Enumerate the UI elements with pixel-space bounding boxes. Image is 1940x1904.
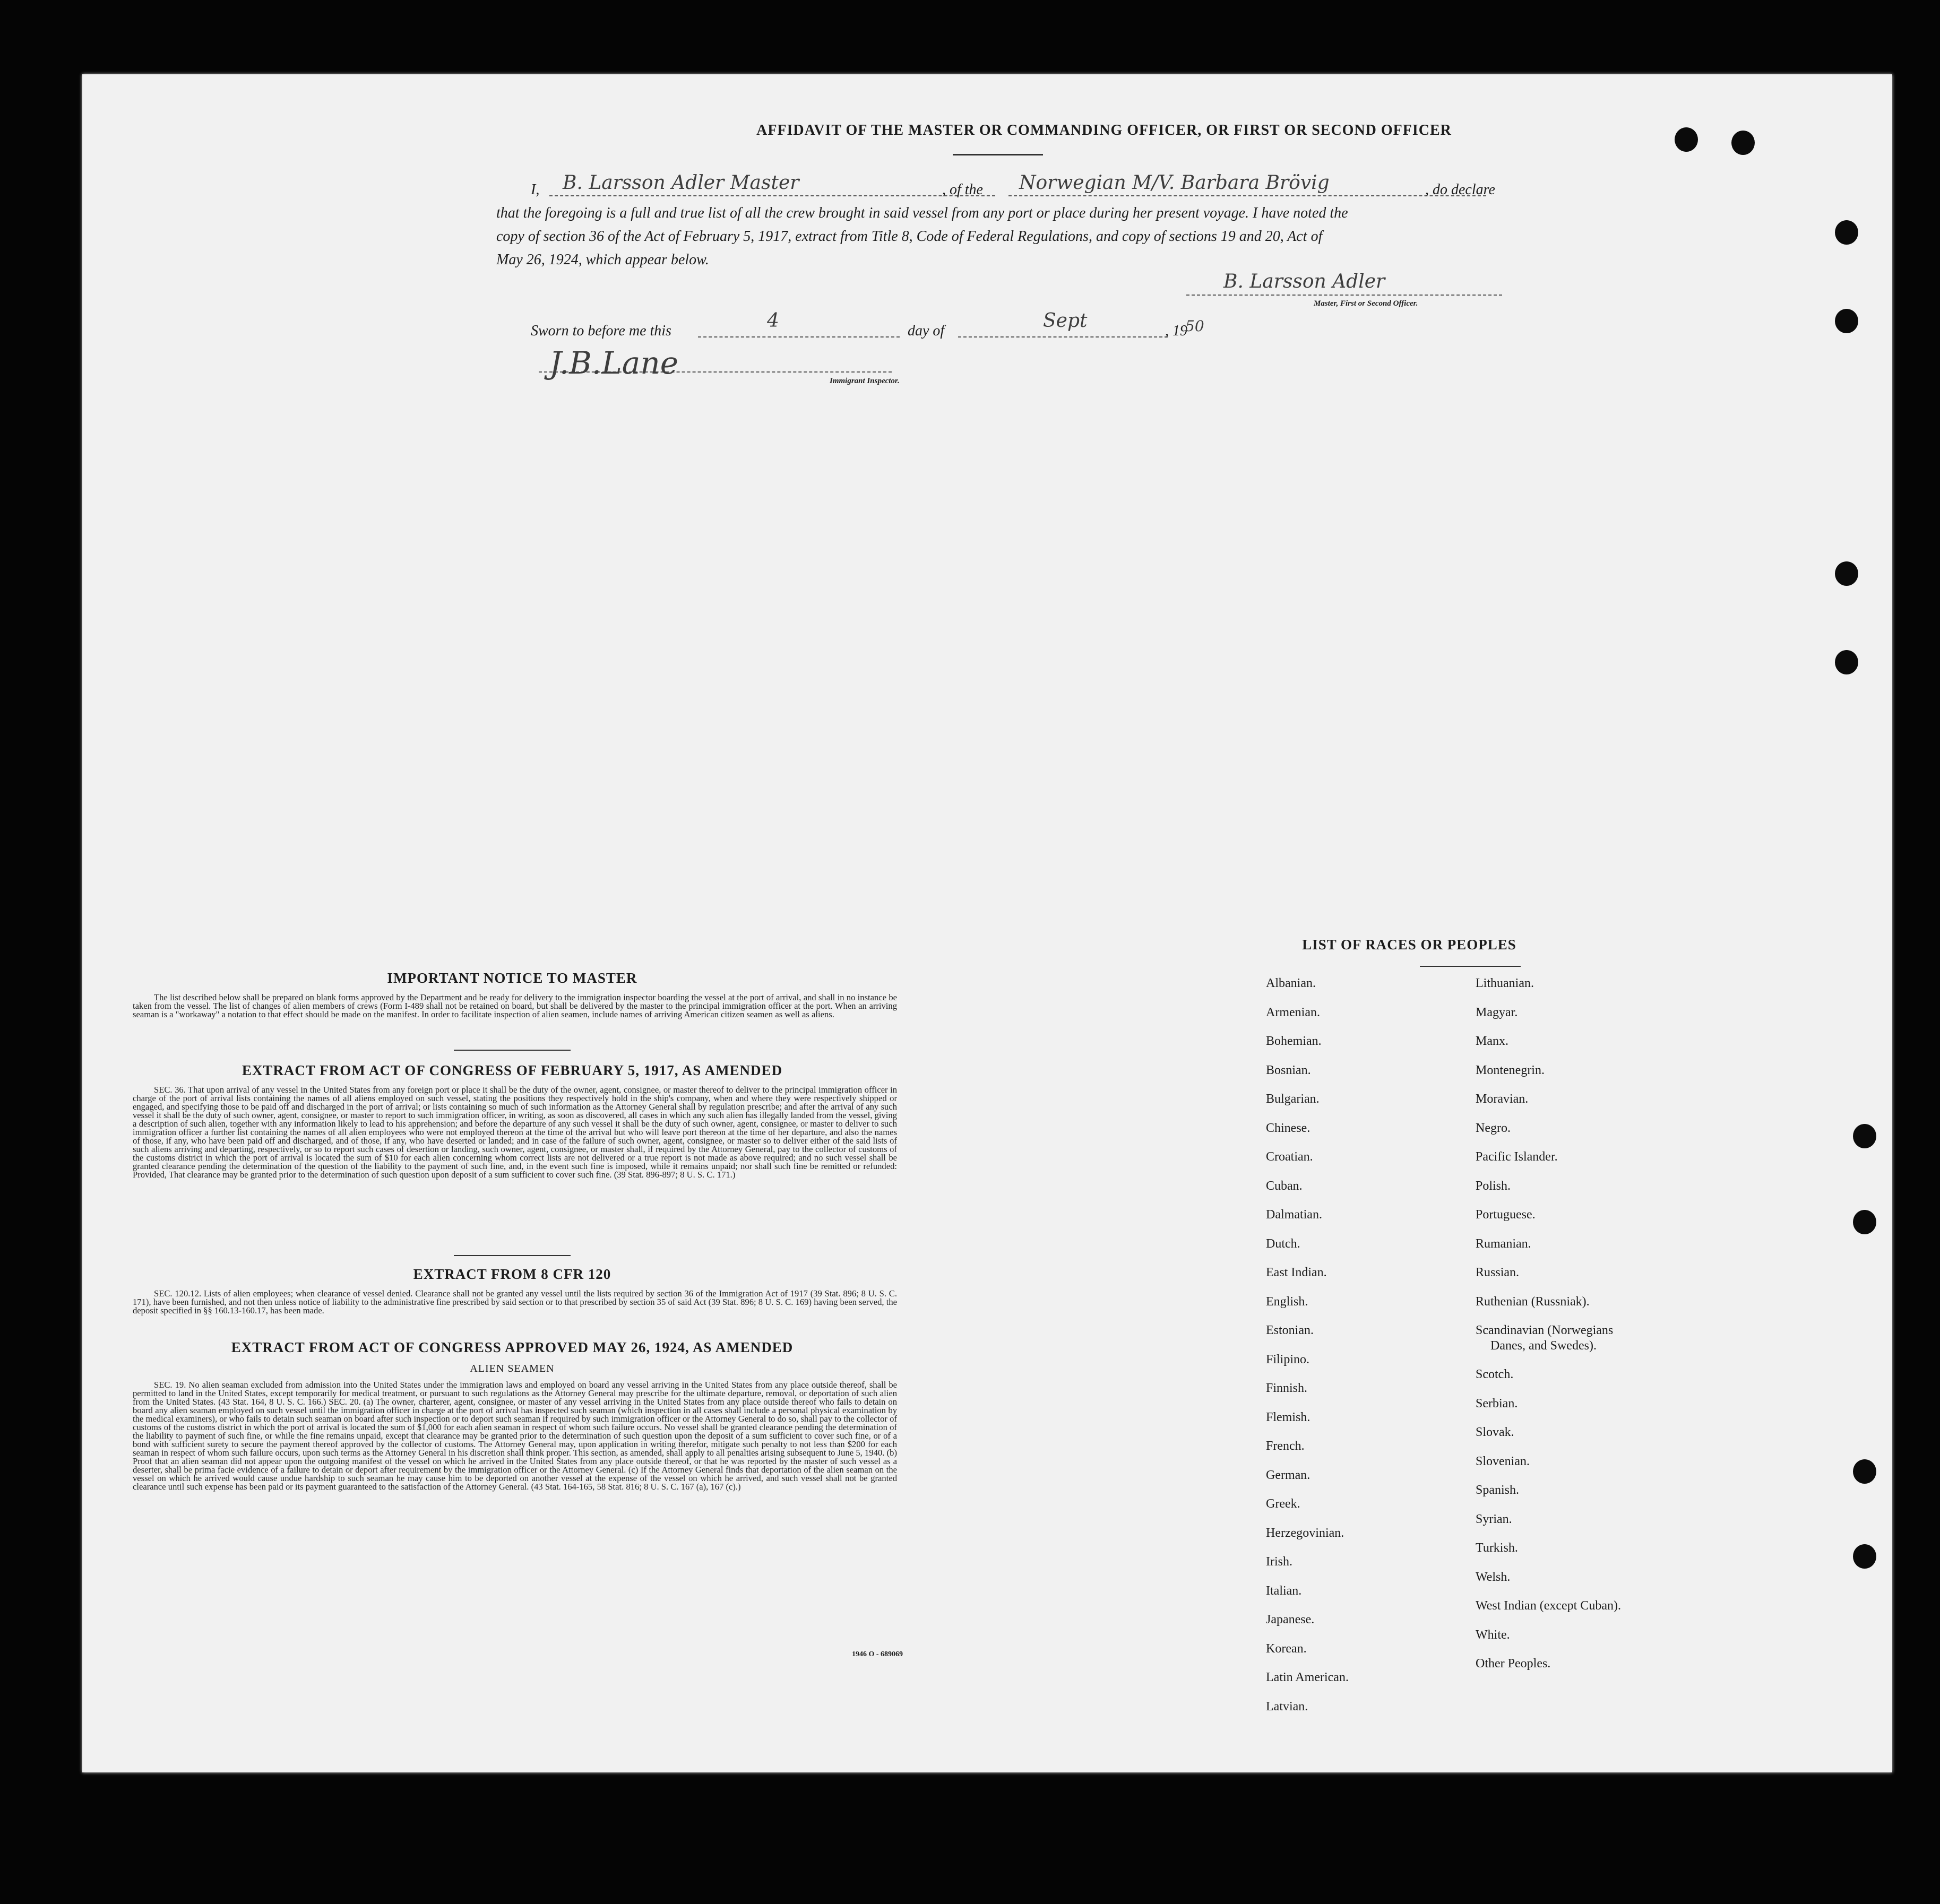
race-item: Herzegovinian. [1266, 1526, 1344, 1540]
race-item: Turkish. [1476, 1541, 1518, 1555]
notice-heading: IMPORTANT NOTICE TO MASTER [387, 970, 637, 986]
race-item: Latvian. [1266, 1699, 1308, 1713]
race-item: Danes, and Swedes). [1490, 1338, 1597, 1353]
punch-hole [1853, 1544, 1876, 1569]
race-item: Armenian. [1266, 1005, 1320, 1019]
declarant-label: I, [531, 181, 540, 198]
race-item: Rumanian. [1476, 1236, 1531, 1251]
declare-label: , do declare [1425, 181, 1495, 198]
race-item: Irish. [1266, 1555, 1292, 1569]
vessel-name-handwriting: Norwegian M/V. Barbara Brövig [1019, 172, 1330, 194]
race-item: Albanian. [1266, 976, 1316, 990]
race-item: German. [1266, 1468, 1310, 1482]
inspector-caption: Immigrant Inspector. [830, 377, 900, 385]
sworn-day-handwriting: 4 [767, 310, 779, 332]
punch-hole [1853, 1210, 1876, 1234]
master-name-handwriting: B. Larsson Adler Master [563, 172, 799, 194]
race-item: Syrian. [1476, 1512, 1512, 1526]
race-item: Bulgarian. [1266, 1092, 1320, 1106]
race-item: Other Peoples. [1476, 1657, 1551, 1671]
master-signature-line [1186, 295, 1502, 296]
race-item: Portuguese. [1476, 1208, 1536, 1222]
punch-hole [1853, 1459, 1876, 1484]
race-item: Slovenian. [1476, 1454, 1530, 1468]
race-item: Pacific Islander. [1476, 1150, 1558, 1164]
race-item: Estonian. [1266, 1323, 1314, 1337]
section-rule [454, 1050, 571, 1051]
race-item: Cuban. [1266, 1179, 1303, 1193]
race-item: Slovak. [1476, 1425, 1514, 1439]
punch-hole [1731, 131, 1755, 155]
race-item: Italian. [1266, 1583, 1302, 1598]
print-code: 1946 O - 689069 [852, 1650, 903, 1658]
notice-text: The list described below shall be prepared on blank forms approved by the Department and be ready for delivery to the immigration inspector boarding the vessel at the port of arrival, and shall in no instance be taken from the vessel. The list of changes of alien members of crews (Form I-489 shall not be retained on board, but shall be delivered by the master to the principal immigration officer at the port. When an arriving seaman is a "workaway" a notation to that effect should be made on the manifest. In order to facilitate inspection of alien seamen, include names of arriving American citizen seamen as well as aliens. [133, 992, 897, 1019]
race-item: East Indian. [1266, 1266, 1327, 1279]
race-item: Russian. [1476, 1266, 1520, 1279]
section-rule [454, 1255, 571, 1256]
affidavit-title: AFFIDAVIT OF THE MASTER OR COMMANDING OFFICER, OR FIRST OR SECOND OFFICER [756, 122, 1452, 139]
race-item: English. [1266, 1294, 1308, 1309]
day-of-label: day of [908, 323, 945, 339]
sworn-label: Sworn to before me this [531, 323, 671, 339]
master-signature: B. Larsson Adler [1223, 271, 1385, 292]
race-item: Lithuanian. [1476, 976, 1534, 990]
race-item: Chinese. [1266, 1121, 1310, 1135]
master-name-field [549, 195, 995, 196]
race-item: Magyar. [1476, 1005, 1518, 1019]
race-item: Korean. [1266, 1641, 1307, 1656]
race-item: Negro. [1476, 1121, 1511, 1135]
races-heading: LIST OF RACES OR PEOPLES [1302, 937, 1516, 953]
affidavit-body-line-1: that the foregoing is a full and true list of all the crew brought in said vessel from any port or place during her present voyage. I have noted the [496, 205, 1348, 221]
race-item: Dutch. [1266, 1236, 1300, 1251]
race-item: Croatian. [1266, 1150, 1313, 1164]
affidavit-body-line-3: May 26, 1924, which appear below. [496, 252, 709, 268]
punch-hole [1835, 650, 1858, 674]
punch-hole [1835, 220, 1858, 245]
sworn-year-handwriting: 50 [1185, 317, 1204, 335]
affidavit-body-line-2: copy of section 36 of the Act of February 5, 1917, extract from Title 8, Code of Federal Regulations, and copy of sections 19 and 20, Act of [496, 228, 1323, 245]
title-rule [953, 154, 1043, 155]
sworn-day-field [698, 336, 900, 337]
race-item: Serbian. [1476, 1396, 1518, 1410]
punch-hole [1835, 561, 1858, 586]
of-the-label: , of the [942, 181, 983, 198]
year-prefix: , 19 [1165, 323, 1187, 339]
inspector-signature: J.B.Lane [549, 345, 679, 381]
punch-hole [1675, 127, 1698, 152]
race-item: Manx. [1476, 1034, 1508, 1048]
race-item: Scotch. [1476, 1368, 1514, 1381]
race-item: French. [1266, 1439, 1305, 1453]
extract-1924-heading: EXTRACT FROM ACT OF CONGRESS APPROVED MAY 26, 1924, AS AMENDED [231, 1339, 794, 1355]
sworn-month-handwriting: Sept [1043, 310, 1088, 332]
race-item: Welsh. [1476, 1570, 1511, 1584]
document-page [82, 74, 1892, 1772]
race-item: Bohemian. [1266, 1034, 1322, 1048]
extract-1924-text: SEC. 19. No alien seaman excluded from admission into the United States under the immigration laws and employed on board any vessel arriving in the United States from any place outside thereof, shall be permitted to land in the United States, except temporarily for medical treatment, or pursuant to such regulations as the Attorney General may prescribe for the ultimate departure, removal, or deportation of such alien from the United States. (43 Stat. 164, 8 U. S. C. 166.) SEC. 20. (a) The owner, charterer, agent, consignee, or master of any vessel arriving in the United States from any place outside thereof who fails to detain on board any alien seaman employed on such vessel until the immigration officer in charge at the port of arrival has inspected such seaman (which inspection in all cases shall include a personal physical examination by the medical examiners), or who fails to detain such seaman on board after such inspection or to deport such seaman if required by such immigration officer or the Attorney General to do so, shall pay to the collector of customs of the customs district in which the port of arrival is located the sum of $1,000 for each alien seaman in respect of whom such failure occurs. No vessel shall be granted clearance pending the determination of the liability to payment of such fine, or while the fine remains unpaid, except that clearance may be granted prior to the determination of such question upon the deposit of a sum sufficient to cover such fine, or of a bond with sufficient surety to secure the payment thereof approved by the collector of customs. The Attorney General may, upon application in writing therefor, mitigate such penalty to not less than $200 for each seaman in respect of whom such failure occurs, upon such terms as the Attorney General in his discretion shall think proper. This section, as amended, shall apply to all penalties arising subsequent to June 5, 1940. (b) Proof that an alien seaman did not appear upon the outgoing manifest of the vessel on which he arrived in the United States from any place outside thereof, or that he was reported by the master of such vessel as a deserter, shall be prima facie evidence of a failure to detain or deport after requirement by the immigration officer or the Attorney General. (c) If the Attorney General finds that deportation of the alien seaman on the vessel on which he arrived would cause undue hardship to such seaman he may cause him to be deported on another vessel at the expense of the vessel on which he arrived, and such vessel shall not be granted clearance until such expense has been paid or its payment guaranteed to the satisfaction of the Attorney General. (43 Stat. 164-165, 58 Stat. 816; 8 U. S. C. 167 (a), 167 (c).) [133, 1380, 897, 1492]
race-item: Scandinavian (Norwegians [1476, 1323, 1614, 1337]
race-item: Filipino. [1266, 1352, 1310, 1366]
extract-1917-heading: EXTRACT FROM ACT OF CONGRESS OF FEBRUARY 5, 1917, AS AMENDED [242, 1062, 783, 1078]
race-item: Ruthenian (Russniak). [1476, 1294, 1590, 1309]
race-item: Greek. [1266, 1497, 1300, 1511]
extract-cfr-text: SEC. 120.12. Lists of alien employees; when clearance of vessel denied. Clearance shall not be granted any vessel until the lists required by section 36 of the Immigration Act of 1917 (39 Stat. 896; 8 U. S. C. 171), have been furnished, and not then unless notice of liability to the administrative fine prescribed by said section or to that prescribed by section 35 of said Act (39 Stat. 896; 8 U. S. C. 169) having been served, the deposit specified in §§ 160.13-160.17, has been made. [133, 1288, 897, 1316]
race-item: Montenegrin. [1476, 1063, 1545, 1077]
race-item: Latin American. [1266, 1671, 1349, 1684]
race-item: White. [1476, 1628, 1510, 1642]
race-item: Polish. [1476, 1179, 1511, 1193]
race-item: West Indian (except Cuban). [1476, 1599, 1621, 1613]
vessel-name-field [1008, 195, 1486, 196]
race-item: Finnish. [1266, 1381, 1308, 1395]
extract-1924-subheading: ALIEN SEAMEN [470, 1363, 555, 1374]
extract-1917-text: SEC. 36. That upon arrival of any vessel in the United States from any foreign port or place it shall be the duty of the owner, agent, consignee, or master thereof to deliver to the principal immigration officer in charge of the port of arrival lists containing the names of all aliens employed on such vessel, stating the positions they respectively hold in the ship's company, when and where they were respectively shipped or engaged, and specifying those to be paid off and discharged in the port of arrival; or lists containing so much of such information as the Attorney General shall by regulation prescribe; and after the arrival of any such vessel it shall be the duty of such owner, agent, consignee, or master to report to such immigration officer, in writing, as soon as discovered, all cases in which any such alien has illegally landed from the vessel, giving a description of such alien, together with any information likely to lead to his apprehension; and before the departure of any such vessel it shall be the duty of such owner, agent, consignee, or master to deliver to such immigration officer a further list containing the names of all alien employees who were not employed thereon at the time of the arrival but who will leave port thereon at the time of her departure, and also the names of those, if any, who have been paid off and discharged, and of those, if any, who have deserted or landed; and in case of the failure of such owner, agent, consignee, or master so to deliver either of the said lists of such aliens arriving and departing, respectively, or so to report such cases of desertion or landing, such owner, agent, consignee, or master shall, if required by the Attorney General, pay to the collector of customs of the customs district in which the port of arrival is located the sum of $10 for each alien concerning whom correct lists are not delivered or a true report is not made as above required; and no such vessel shall be granted clearance pending the determination of the question of the liability to the payment of such fine, and, in the event such fine is imposed, while it remains unpaid; nor shall such fine be remitted or refunded: Provided, That clearance may be granted prior to the determination of such question upon deposit of a sum sufficient to cover such fine. (39 Stat. 896-897; 8 U. S. C. 171.) [133, 1085, 897, 1180]
race-item: Flemish. [1266, 1410, 1310, 1424]
punch-hole [1835, 309, 1858, 333]
race-item: Japanese. [1266, 1613, 1315, 1626]
races-heading-rule [1420, 966, 1521, 967]
race-item: Spanish. [1476, 1483, 1520, 1497]
sworn-month-field [958, 336, 1168, 337]
punch-hole [1853, 1124, 1876, 1148]
race-item: Moravian. [1476, 1092, 1529, 1106]
race-item: Bosnian. [1266, 1063, 1311, 1077]
race-item: Dalmatian. [1266, 1208, 1322, 1222]
extract-cfr-heading: EXTRACT FROM 8 CFR 120 [413, 1266, 611, 1282]
master-signature-caption: Master, First or Second Officer. [1314, 299, 1418, 308]
